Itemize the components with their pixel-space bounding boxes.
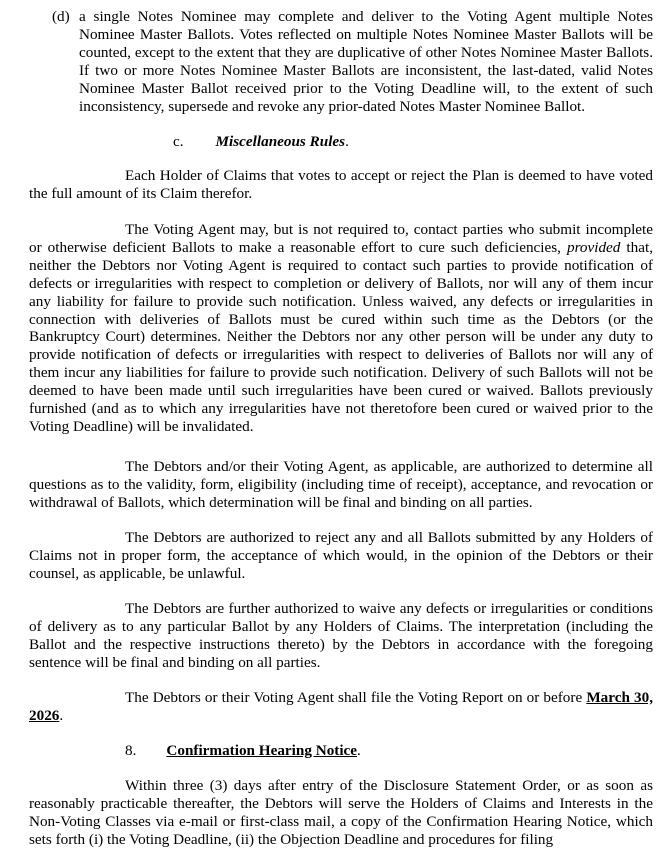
section-heading-c [173,133,349,151]
list-item-label: (d) [52,8,70,25]
section-heading-8 [125,742,361,760]
section-period: . [357,742,361,759]
paragraph-reject-ballots: The Debtors are authorized to reject any and all Ballots submitted by any Holders of Claims not in proper form, the acceptance of which would, in the opinion of the Debtors or their counsel, as applicable, be unlawful. [29,529,653,582]
paragraph-waive-defects: The Debtors are further authorized to waive any defects or irregularities or conditions of delivery as to any particular Ballot by any Holders of Claims. The interpretation (including the Ballot and the respective instructions thereto) by the Debtors in accordance with the foregoing sentence will be final and binding on all parties. [29,600,653,671]
section-period: . [345,133,349,150]
section-label: c. [173,133,184,150]
voting-report-date: March 30, 2026 [29,689,653,724]
paragraph-deemed-vote: Each Holder of Claims that votes to accept or reject the Plan is deemed to have voted the full amount of its Claim therefor. [29,167,653,202]
paragraph-confirmation-notice: Within three (3) days after entry of the Disclosure Statement Order, or as soon as reasonably practicable thereafter, the Debtors will serve the Holders of Claims and Interests in the Non-Voting Classes via e-mail or first-class mail, a copy of the Confirmation Hearing Notice, which sets forth (i) the Voting Deadline, (ii) the Objection Deadline and procedures for filing [29,777,653,848]
list-item-d [29,8,653,115]
section-label: 8. [125,742,137,759]
paragraph-determinations: The Debtors and/or their Voting Agent, as applicable, are authorized to determine all questions as to the validity, form, eligibility (including time of receipt), acceptance, and revocation or withdrawal of Ballots, which determination will be final and binding on all parties. [29,458,653,511]
section-title: Miscellaneous Rules [215,133,346,150]
section-title: Confirmation Hearing Notice [166,742,358,759]
paragraph-voting-agent-cure: The Voting Agent may, but is not required to, contact parties who submit incomplete or otherwise deficient Ballots to make a reasonable effort to cure such deficiencies, provided that, neither the Debtors nor Voting Agent is required to contact such parties to provide notification of defects or irregularities with respect to completion or delivery of Ballots, nor will any of them incur any liability for failure to provide such notification. Unless waived, any defects or irregularities in connection with deliveries of Ballots must be cured within such time as the Debtors (or the Bankruptcy Court) determines. Neither the Debtors nor any other person will be under any duty to provide notification of defects or irregularities with respect to deliveries of Ballots nor will any of them incur any liabilities for failure to provide such notification. Delivery of such Ballots will not be deemed to have been made until such irregularities have been cured or waived. Ballots previously furnished (and as to which any irregularities have not theretofore been cured or waived prior to the Voting Deadline) will be invalidated. [29,221,653,435]
list-item-text: a single Notes Nominee may complete and deliver to the Voting Agent multiple Notes Nominee Master Ballots. Votes reflected on multiple Notes Nominee Master Ballots will be counted, except to the extent that they are duplicative of other Notes Nominee Master Ballots. If two or more Notes Nominee Master Ballots are inconsistent, the last-dated, valid Notes Nominee Master Ballot received prior to the Voting Deadline will, to the extent of such inconsistency, supersede and revoke any prior-dated Notes Master Nominee Ballot. [79,8,653,115]
paragraph-voting-report: The Debtors or their Voting Agent shall file the Voting Report on or before March 30, 2026. [29,689,653,724]
